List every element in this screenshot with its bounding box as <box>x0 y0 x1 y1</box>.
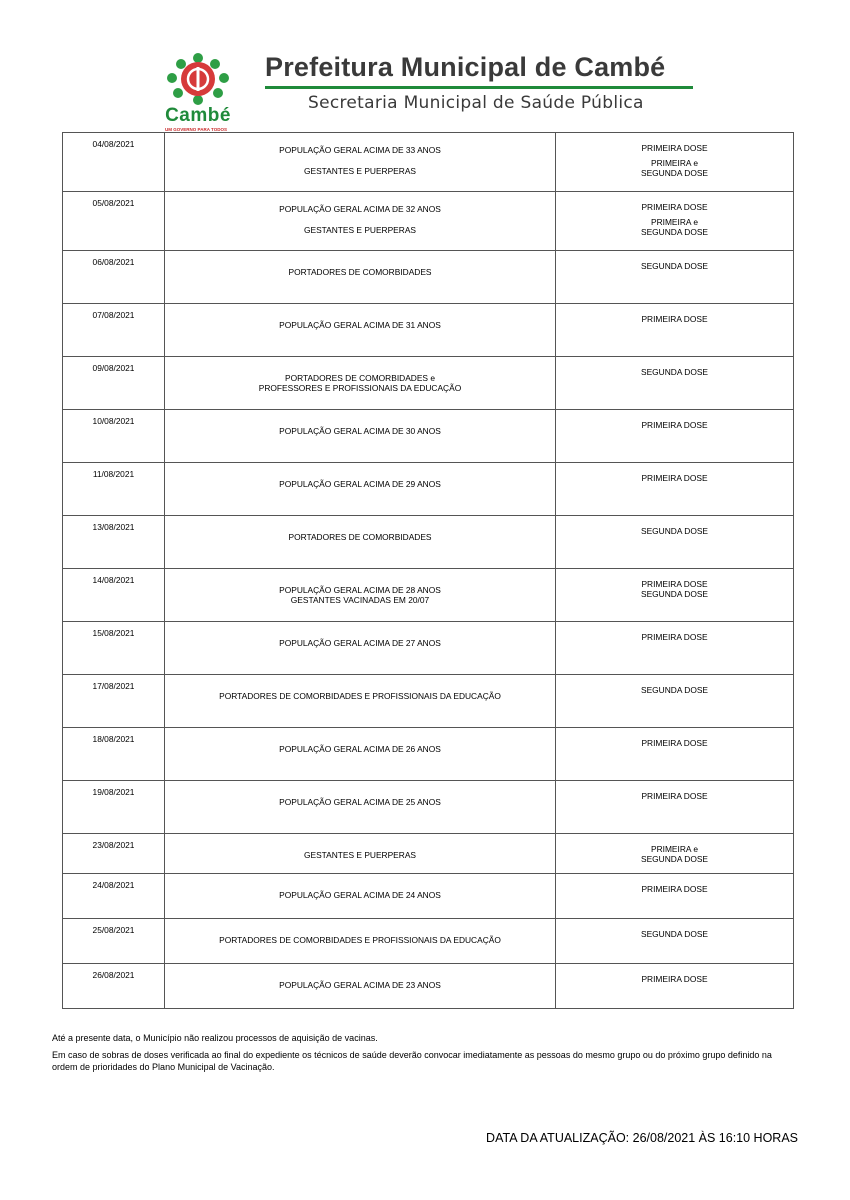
table-row <box>63 463 794 516</box>
group-line: PORTADORES DE COMORBIDADES E PROFISSIONAIS DA EDUCAÇÃO <box>219 935 501 945</box>
group-line: GESTANTES E PUERPERAS <box>303 850 416 860</box>
date-cell <box>63 569 165 622</box>
date-text: 19/08/2021 <box>92 787 135 797</box>
logo-name: Cambé <box>165 105 231 126</box>
date-text: 11/08/2021 <box>92 469 135 479</box>
dose-line: PRIMEIRA DOSE <box>641 791 708 801</box>
group-line: PORTADORES DE COMORBIDADES <box>288 267 432 277</box>
date-cell <box>63 834 165 874</box>
group-line: PROFESSORES E PROFISSIONAIS DA EDUCAÇÃO <box>258 383 462 393</box>
group-line: POPULAÇÃO GERAL ACIMA DE 28 ANOS <box>279 585 441 595</box>
dose-line: PRIMEIRA DOSE <box>641 632 708 642</box>
logo-emblem-icon <box>150 50 246 110</box>
group-line: POPULAÇÃO GERAL ACIMA DE 27 ANOS <box>279 638 441 648</box>
date-cell <box>63 675 165 728</box>
date-cell <box>63 516 165 569</box>
group-cell <box>165 192 556 251</box>
group-line: POPULAÇÃO GERAL ACIMA DE 32 ANOS <box>279 204 441 214</box>
group-cell <box>165 622 556 675</box>
leftover-doses-note: Em caso de sobras de doses verificada ao final do expediente os técnicos de saúde deverão convocar imediatamente as pessoas do mesmo grupo ou do próximo grupo definido na ordem de prioridades do Plano Municipal de Vacinação. <box>52 1050 772 1072</box>
group-cell <box>165 781 556 834</box>
dose-cell <box>556 133 794 192</box>
dose-line: SEGUNDA DOSE <box>640 685 708 695</box>
table-row <box>63 304 794 357</box>
date-text: 09/08/2021 <box>92 363 135 373</box>
date-text: 06/08/2021 <box>92 257 135 267</box>
dose-line: SEGUNDA DOSE <box>640 589 708 599</box>
group-line: POPULAÇÃO GERAL ACIMA DE 30 ANOS <box>279 426 441 436</box>
dose-cell <box>556 675 794 728</box>
date-cell <box>63 357 165 410</box>
date-text: 07/08/2021 <box>92 310 135 320</box>
group-cell <box>165 919 556 964</box>
table-row <box>63 569 794 622</box>
table-row <box>63 874 794 919</box>
cambe-logo <box>150 50 246 136</box>
dose-cell <box>556 622 794 675</box>
date-text: 13/08/2021 <box>92 522 135 532</box>
table-row <box>63 728 794 781</box>
table-row <box>63 919 794 964</box>
group-cell <box>165 964 556 1009</box>
group-line: PORTADORES DE COMORBIDADES <box>288 532 432 542</box>
page-title: Prefeitura Municipal de Cambé <box>265 52 666 82</box>
group-line: POPULAÇÃO GERAL ACIMA DE 33 ANOS <box>279 145 441 155</box>
date-cell <box>63 728 165 781</box>
dose-line: SEGUNDA DOSE <box>640 261 708 271</box>
update-timestamp: DATA DA ATUALIZAÇÃO: 26/08/2021 ÀS 16:10 HORAS <box>486 1131 798 1145</box>
dose-line: SEGUNDA DOSE <box>640 526 708 536</box>
dose-cell <box>556 919 794 964</box>
group-cell <box>165 569 556 622</box>
group-line: PORTADORES DE COMORBIDADES e <box>284 373 435 383</box>
date-text: 25/08/2021 <box>92 925 135 935</box>
date-cell <box>63 133 165 192</box>
dose-cell <box>556 251 794 304</box>
vaccination-schedule-table <box>62 132 794 1009</box>
table-row <box>63 964 794 1009</box>
dose-cell <box>556 874 794 919</box>
table-row <box>63 834 794 874</box>
group-line: POPULAÇÃO GERAL ACIMA DE 26 ANOS <box>279 744 441 754</box>
date-text: 10/08/2021 <box>92 416 135 426</box>
group-cell <box>165 357 556 410</box>
table-row <box>63 192 794 251</box>
table-row <box>63 410 794 463</box>
date-text: 26/08/2021 <box>92 970 135 980</box>
dose-line: SEGUNDA DOSE <box>640 227 708 237</box>
dose-line: PRIMEIRA DOSE <box>641 202 708 212</box>
group-line: GESTANTES E PUERPERAS <box>303 166 416 176</box>
dose-cell <box>556 410 794 463</box>
dose-line: PRIMEIRA e <box>650 158 698 168</box>
table-row <box>63 622 794 675</box>
date-cell <box>63 410 165 463</box>
acquisition-note: Até a presente data, o Município não realizou processos de aquisição de vacinas. <box>52 1033 378 1043</box>
date-text: 14/08/2021 <box>92 575 135 585</box>
date-text: 05/08/2021 <box>92 198 135 208</box>
group-cell <box>165 834 556 874</box>
dose-line: SEGUNDA DOSE <box>640 367 708 377</box>
group-line: POPULAÇÃO GERAL ACIMA DE 31 ANOS <box>279 320 441 330</box>
dose-line: PRIMEIRA DOSE <box>641 314 708 324</box>
group-line: PORTADORES DE COMORBIDADES E PROFISSIONAIS DA EDUCAÇÃO <box>219 691 501 701</box>
dose-line: PRIMEIRA DOSE <box>641 420 708 430</box>
group-cell <box>165 874 556 919</box>
group-line: POPULAÇÃO GERAL ACIMA DE 24 ANOS <box>279 890 441 900</box>
date-cell <box>63 874 165 919</box>
group-line: POPULAÇÃO GERAL ACIMA DE 25 ANOS <box>279 797 441 807</box>
date-cell <box>63 781 165 834</box>
date-text: 24/08/2021 <box>92 880 135 890</box>
dose-line: SEGUNDA DOSE <box>640 929 708 939</box>
table-row <box>63 133 794 192</box>
group-cell <box>165 463 556 516</box>
group-line: GESTANTES VACINADAS EM 20/07 <box>290 595 430 605</box>
dose-line: PRIMEIRA DOSE <box>641 143 708 153</box>
dose-cell <box>556 192 794 251</box>
group-cell <box>165 251 556 304</box>
dose-cell <box>556 781 794 834</box>
date-cell <box>63 192 165 251</box>
dose-line: PRIMEIRA DOSE <box>641 473 708 483</box>
date-cell <box>63 964 165 1009</box>
date-cell <box>63 251 165 304</box>
dose-cell <box>556 357 794 410</box>
dose-line: PRIMEIRA DOSE <box>641 738 708 748</box>
table-row <box>63 357 794 410</box>
date-cell <box>63 304 165 357</box>
title-divider <box>265 86 693 89</box>
dose-cell <box>556 516 794 569</box>
dose-cell <box>556 964 794 1009</box>
date-text: 23/08/2021 <box>92 840 135 850</box>
date-text: 04/08/2021 <box>92 139 135 149</box>
date-text: 17/08/2021 <box>92 681 135 691</box>
page-header <box>0 0 850 135</box>
logo-slogan: UM GOVERNO PARA TODOS <box>165 127 227 132</box>
group-line: POPULAÇÃO GERAL ACIMA DE 23 ANOS <box>279 980 441 990</box>
table-row <box>63 251 794 304</box>
dose-line: SEGUNDA DOSE <box>640 168 708 178</box>
group-cell <box>165 133 556 192</box>
dose-line: PRIMEIRA DOSE <box>641 579 708 589</box>
date-cell <box>63 463 165 516</box>
dose-line: PRIMEIRA e <box>650 844 698 854</box>
dose-cell <box>556 728 794 781</box>
date-cell <box>63 622 165 675</box>
table-row <box>63 781 794 834</box>
group-cell <box>165 728 556 781</box>
table-row <box>63 675 794 728</box>
group-line: POPULAÇÃO GERAL ACIMA DE 29 ANOS <box>279 479 441 489</box>
dose-cell <box>556 834 794 874</box>
group-line: GESTANTES E PUERPERAS <box>303 225 416 235</box>
dose-line: PRIMEIRA DOSE <box>641 884 708 894</box>
group-cell <box>165 516 556 569</box>
page-subtitle: Secretaria Municipal de Saúde Pública <box>308 93 644 113</box>
dose-cell <box>556 463 794 516</box>
group-cell <box>165 410 556 463</box>
group-cell <box>165 304 556 357</box>
dose-line: SEGUNDA DOSE <box>640 854 708 864</box>
dose-line: PRIMEIRA DOSE <box>641 974 708 984</box>
dose-cell <box>556 304 794 357</box>
dose-line: PRIMEIRA e <box>650 217 698 227</box>
date-text: 15/08/2021 <box>92 628 135 638</box>
group-cell <box>165 675 556 728</box>
dose-cell <box>556 569 794 622</box>
date-cell <box>63 919 165 964</box>
date-text: 18/08/2021 <box>92 734 135 744</box>
table-row <box>63 516 794 569</box>
